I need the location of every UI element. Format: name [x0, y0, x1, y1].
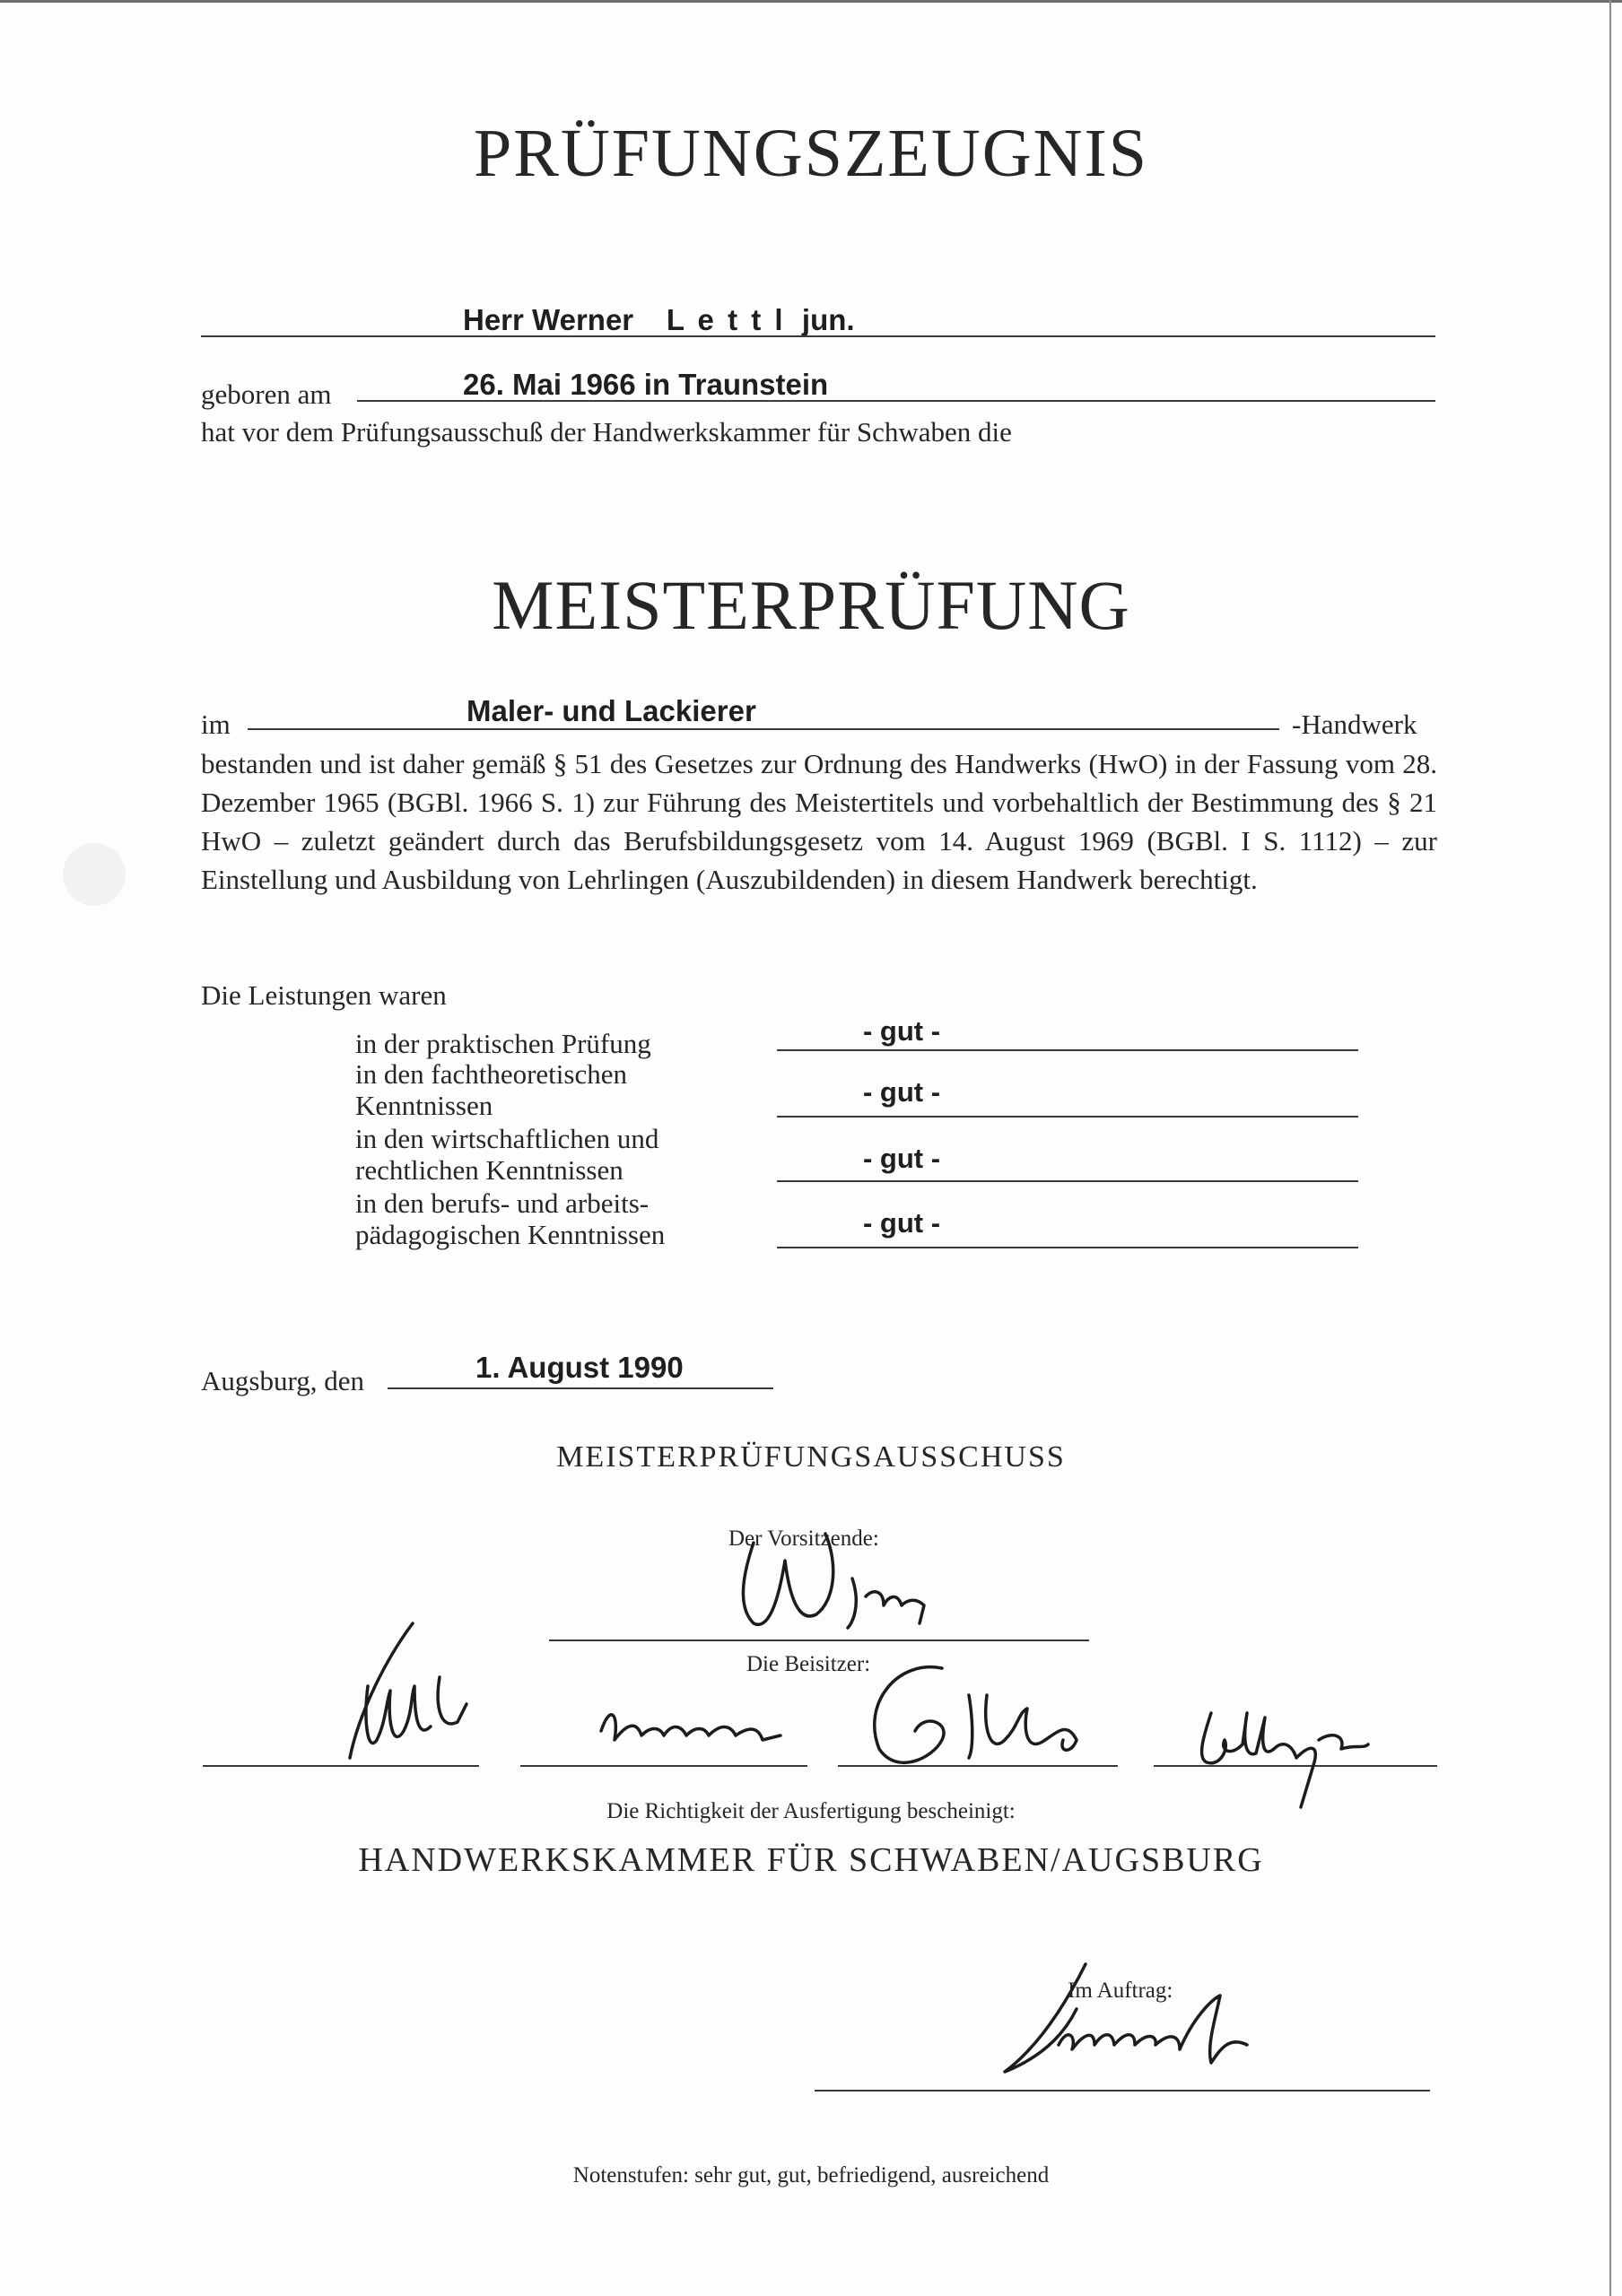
trade-suffix: -Handwerk — [1292, 709, 1417, 740]
document-title: PRÜFUNGSZEUGNIS — [473, 116, 1149, 191]
chair-signature — [718, 1516, 987, 1650]
member2-signature — [583, 1686, 798, 1767]
place-date-label: Augsburg, den — [201, 1365, 364, 1396]
grade-label-technical-line1: in den fachtheoretischen — [355, 1058, 627, 1090]
authority-name: HANDWERKSKAMMER FÜR SCHWABEN/AUGSBURG — [358, 1841, 1264, 1879]
grade-label-economic-line2: rechtlichen Kenntnissen — [355, 1154, 624, 1186]
legal-text: bestanden und ist daher gemäß § 51 des Gesetzes zur Ordnung des Handwerks (HwO) in der Fassung vom 28. Dezember 1965 (BGBl. 1966 S. 1) zur Führung des Meistertitels und vorbehaltlich der Bestimmung des § 21 HwO – zuletzt geändert durch das Berufsbildungsgesetz vom 14. August 1969 (BGBl. I S. 1112) – zur Einstellung und Ausbildung von Lehrlingen (Auszubildenden) in diesem Handwerk berechtigt. — [201, 748, 1437, 895]
punch-hole — [63, 843, 126, 906]
member4-signature — [1175, 1695, 1417, 1821]
top-edge — [0, 0, 1622, 3]
order-label: Im Auftrag: — [1068, 1979, 1173, 2003]
order-signature — [951, 1946, 1292, 2099]
person-first-name: Herr Werner — [463, 303, 634, 336]
grade-scale-footnote: Notenstufen: sehr gut, gut, befriedigend, ausreichend — [572, 2163, 1050, 2187]
grade-value-economic: - gut - — [863, 1143, 941, 1174]
trade-value: Maler- und Lackierer — [467, 694, 756, 727]
intro-text: hat vor dem Prüfungsausschuß der Handwerkskammer für Schwaben die — [201, 416, 1012, 448]
person-surname: L e t t l — [666, 303, 786, 336]
grade-label-pedagogic-line2: pädagogischen Kenntnissen — [355, 1219, 666, 1250]
trade-prefix: im — [201, 709, 231, 740]
born-label: geboren am — [201, 378, 332, 410]
grade-label-pedagogic — [355, 1187, 665, 1250]
person-name — [463, 303, 855, 337]
person-suffix: jun. — [801, 303, 855, 336]
member1-signature — [332, 1605, 484, 1776]
born-value: 26. Mai 1966 in Traunstein — [463, 368, 829, 401]
date-underline — [388, 1387, 773, 1389]
grade-underline-economic — [777, 1180, 1358, 1182]
grade-underline-technical — [777, 1116, 1358, 1118]
trade-underline — [248, 728, 1279, 730]
chair-label: Der Vorsitzende: — [728, 1526, 879, 1551]
grade-label-technical-line2: Kenntnissen — [355, 1090, 493, 1121]
members-label: Die Beisitzer: — [746, 1652, 871, 1676]
grade-label-economic-line1: in den wirtschaftlichen und — [355, 1123, 659, 1154]
name-underline — [201, 335, 1435, 337]
grade-label-technical — [355, 1058, 627, 1121]
place-date-value: 1. August 1990 — [475, 1351, 684, 1384]
grade-label-practical: in der praktischen Prüfung — [355, 1028, 651, 1059]
grade-value-technical: - gut - — [863, 1076, 941, 1108]
grades-heading: Die Leistungen waren — [201, 979, 447, 1011]
grade-underline-practical — [777, 1049, 1358, 1051]
grade-label-economic — [355, 1123, 658, 1186]
exam-title: MEISTERPRÜFUNG — [492, 566, 1130, 644]
committee-title: MEISTERPRÜFUNGSAUSSCHUSS — [556, 1440, 1066, 1474]
grade-underline-pedagogic — [777, 1247, 1358, 1248]
born-underline — [357, 400, 1435, 402]
right-edge — [1609, 0, 1611, 2296]
certification-text: Die Richtigkeit der Ausfertigung bescheinigt: — [606, 1799, 1016, 1823]
grade-label-pedagogic-line1: in den berufs- und arbeits- — [355, 1187, 650, 1219]
grade-value-pedagogic: - gut - — [863, 1207, 941, 1239]
grade-value-practical: - gut - — [863, 1015, 941, 1047]
member3-signature — [843, 1641, 1103, 1785]
